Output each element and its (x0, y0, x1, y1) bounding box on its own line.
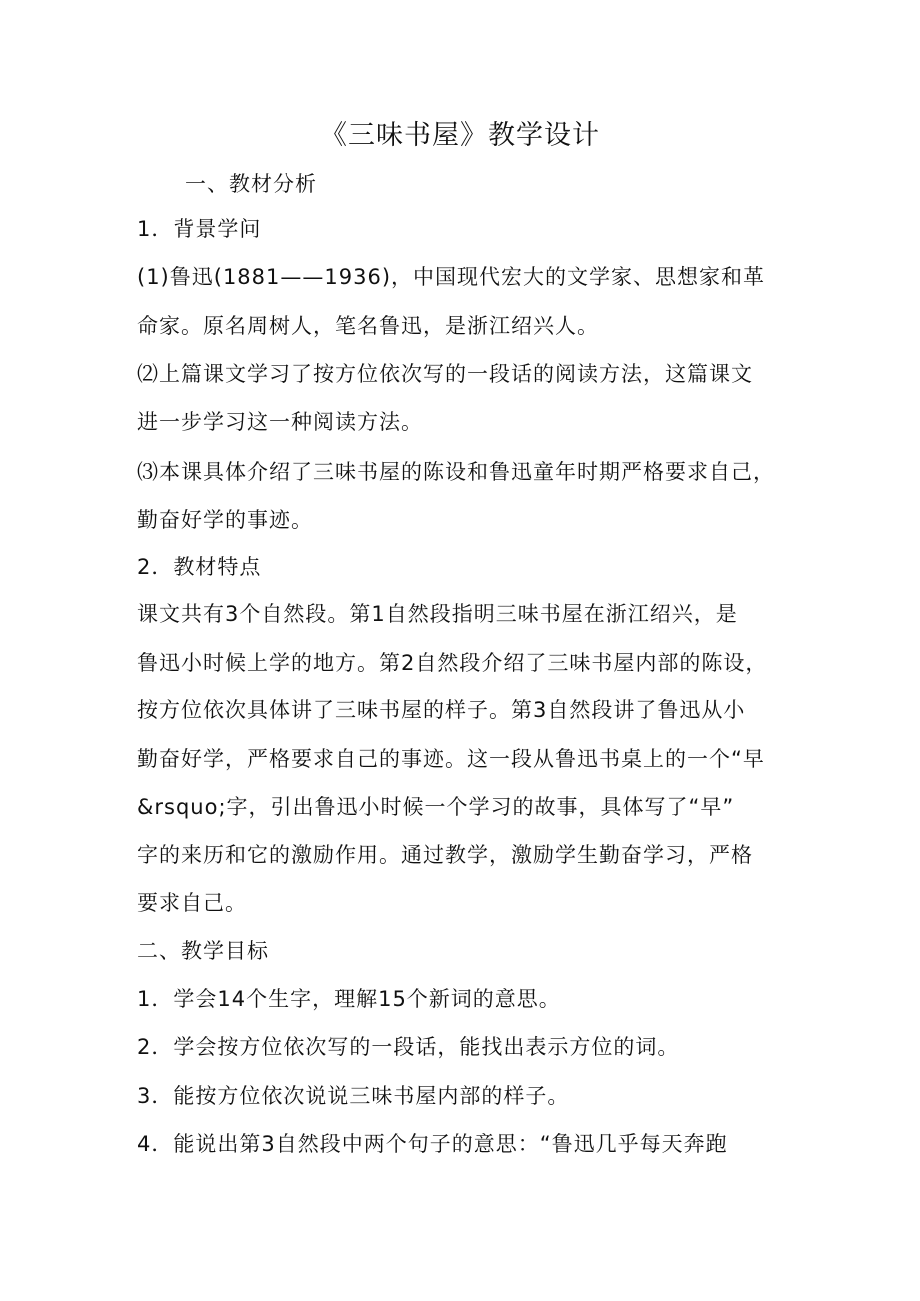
document-title: 《三味书屋》教学设计 (320, 120, 600, 151)
paragraph-line: 鲁迅小时候上学的地方。第2自然段介绍了三味书屋内部的陈设， (137, 651, 768, 675)
paragraph-line: 按方位依次具体讲了三味书屋的样子。第3自然段讲了鲁迅从小 (137, 698, 746, 722)
paragraph-line: 勤奋好学的事迹。 (137, 508, 313, 532)
goal-item: 1．学会14个生字，理解15个新词的意思。 (137, 987, 561, 1011)
goal-item: 4．能说出第3自然段中两个句子的意思：“鲁迅几乎每天奔跑 (137, 1132, 728, 1156)
paragraph-line: 进一步学习这一种阅读方法。 (137, 410, 423, 434)
section-heading-textbook-analysis: 一、教材分析 (185, 172, 317, 196)
paragraph-line: &rsquo;字，引出鲁迅小时候一个学习的故事，具体写了“早” (137, 795, 735, 819)
goal-item: 3．能按方位依次说说三味书屋内部的样子。 (137, 1084, 570, 1108)
paragraph-line: ⑵上篇课文学习了按方位依次写的一段话的阅读方法，这篇课文 (137, 362, 753, 386)
paragraph-line: 勤奋好学，严格要求自己的事迹。这一段从鲁迅书桌上的一个“早 (137, 747, 765, 771)
paragraph-line: (1)鲁迅(1881——1936)，中国现代宏大的文学家、思想家和革 (137, 265, 766, 289)
subheading-background: 1．背景学问 (137, 217, 262, 241)
paragraph-line: 字的来历和它的激励作用。通过教学，激励学生勤奋学习，严格 (137, 843, 753, 867)
paragraph-line: 命家。原名周树人，笔名鲁迅，是浙江绍兴人。 (137, 314, 599, 338)
paragraph-line: 要求自己。 (137, 891, 247, 915)
subheading-textbook-features: 2．教材特点 (137, 555, 262, 579)
section-heading-teaching-goals: 二、教学目标 (137, 939, 269, 963)
paragraph-line: ⑶本课具体介绍了三味书屋的陈设和鲁迅童年时期严格要求自己， (137, 460, 775, 484)
paragraph-line: 课文共有3个自然段。第1自然段指明三味书屋在浙江绍兴，是 (137, 602, 738, 626)
goal-item: 2．学会按方位依次写的一段话，能找出表示方位的词。 (137, 1035, 680, 1059)
